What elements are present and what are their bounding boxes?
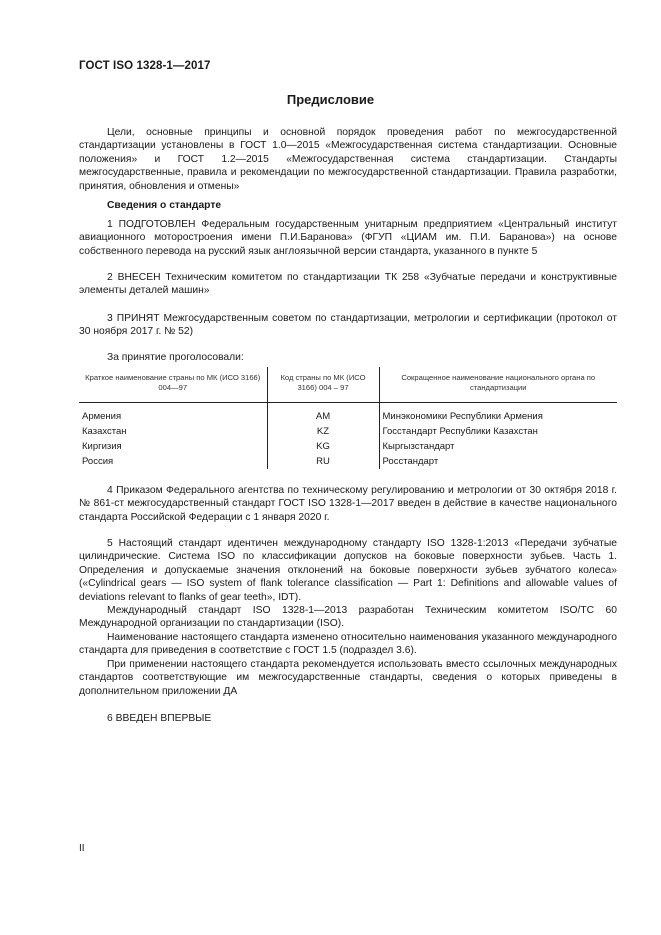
item-5-paragraph-3 bbox=[79, 631, 617, 658]
item-3-text: 3 ПРИНЯТ Межгосударственным советом по стандартизации, метрологии и сертификации (протокол от 30 ноября 2017 г. № 52) bbox=[79, 313, 617, 338]
table-header-row bbox=[79, 367, 617, 403]
item-4-paragraph bbox=[79, 484, 617, 524]
item-5-paragraph-2 bbox=[79, 604, 617, 631]
item-3-paragraph bbox=[79, 312, 617, 339]
code-cell: KG bbox=[267, 439, 379, 454]
item-6-text: 6 ВВЕДЕН ВПЕРВЫЕ bbox=[107, 713, 212, 724]
intro-text: Цели, основные принципы и основной порядок проведения работ по межгосударственной стандартизации установлены в ГОСТ 1.0—2015 «Межгосударственная система стандартизации. Основные положения» и ГОСТ 1.2—2015 «Межгосударственная система стандартизации. Стандарты межгосударственные, правила и рекомендации по межгосударственной стандартизации. Правила разработки, принятия, обновления и отмены» bbox=[79, 127, 617, 192]
table-row bbox=[79, 409, 617, 424]
item-4-text: 4 Приказом Федерального агентства по техническому регулированию и метрологии от 30 октября 2018 г. № 861-ст межгосударственный стандарт ГОСТ ISO 1328-1—2017 введен в действие в качестве национального стандарта Российской Федерации с 1 января 2020 г. bbox=[79, 485, 617, 523]
item-5-paragraph bbox=[79, 537, 617, 604]
item-1-text: 1 ПОДГОТОВЛЕН Федеральным государственным унитарным предприятием «Центральный институт авиационного моторостроения имени П.И.Баранова» (ФГУП «ЦИАМ им. П.И. Баранова») на основе собственного перевода на русский язык англоязычной версии стандарта, указанного в пункте 5 bbox=[79, 219, 617, 257]
column-header-body: Сокращенное наименование национального органа по стандартизации bbox=[379, 367, 617, 403]
voting-table bbox=[79, 367, 617, 469]
intro-paragraph bbox=[79, 126, 617, 193]
body-cell: Госстандарт Республики Казахстан bbox=[382, 425, 538, 437]
voted-label: За принятие проголосовали: bbox=[107, 352, 244, 363]
code-cell: KZ bbox=[267, 424, 379, 439]
table-row bbox=[79, 439, 617, 454]
item-5-text: 5 Настоящий стандарт идентичен международному стандарту ISO 1328-1:2013 «Передачи зубчатые цилиндрические. Система ISO по классификации допусков на боковые поверхности зубьев. Часть 1. Определения и допускаемые значения отклонений на боковые поверхности зубьев зубчатого колеса» («Cylindrical gears — ISO system of flank tolerance classification — Part 1: Definitions and allowable values of deviations relevant to flanks of gear teeth», IDT). bbox=[79, 538, 617, 603]
country-cell: Казахстан bbox=[79, 424, 267, 439]
document-code-header: ГОСТ ISO 1328-1—2017 bbox=[79, 60, 211, 72]
item-5-text-3: Наименование настоящего стандарта изменено относительно наименования указанного международного стандарта для приведения в соответствие с ГОСТ 1.5 (подраздел 3.6). bbox=[79, 632, 617, 657]
body-cell: Росстандарт bbox=[382, 455, 439, 467]
code-cell: RU bbox=[267, 454, 379, 469]
body-cell: Минэкономики Республики Армения bbox=[382, 410, 543, 422]
code-cell: AM bbox=[267, 409, 379, 424]
page-number: II bbox=[79, 843, 85, 854]
item-2-text: 2 ВНЕСЕН Техническим комитетом по стандартизации ТК 258 «Зубчатые передачи и конструктивные элементы деталей машин» bbox=[79, 272, 617, 297]
item-2-paragraph bbox=[79, 271, 617, 298]
about-standard-heading: Сведения о стандарте bbox=[107, 200, 222, 211]
table-row bbox=[79, 454, 617, 469]
column-header-code: Код страны по МК (ИСО 3166) 004 – 97 bbox=[267, 367, 379, 403]
country-cell: Россия bbox=[79, 454, 267, 469]
table-row bbox=[79, 424, 617, 439]
country-cell: Киргизия bbox=[79, 439, 267, 454]
body-cell: Кыргызстандарт bbox=[382, 440, 455, 452]
item-5-text-4: При применении настоящего стандарта рекомендуется использовать вместо ссылочных международных стандартов соответствующие им межгосударственные стандарты, сведения о которых приведены в дополнительном приложении ДА bbox=[79, 659, 617, 697]
page-title: Предисловие bbox=[286, 92, 375, 107]
column-header-country: Краткое наименование страны по МК (ИСО 3166) 004—97 bbox=[79, 367, 267, 403]
item-1-paragraph bbox=[79, 218, 617, 258]
item-5-text-2: Международный стандарт ISO 1328-1—2013 разработан Техническим комитетом ISO/TC 60 Международной организации по стандартизации (ISO). bbox=[79, 605, 617, 630]
item-5-paragraph-4 bbox=[79, 658, 617, 698]
item-6-paragraph bbox=[79, 712, 617, 725]
country-cell: Армения bbox=[79, 409, 267, 424]
